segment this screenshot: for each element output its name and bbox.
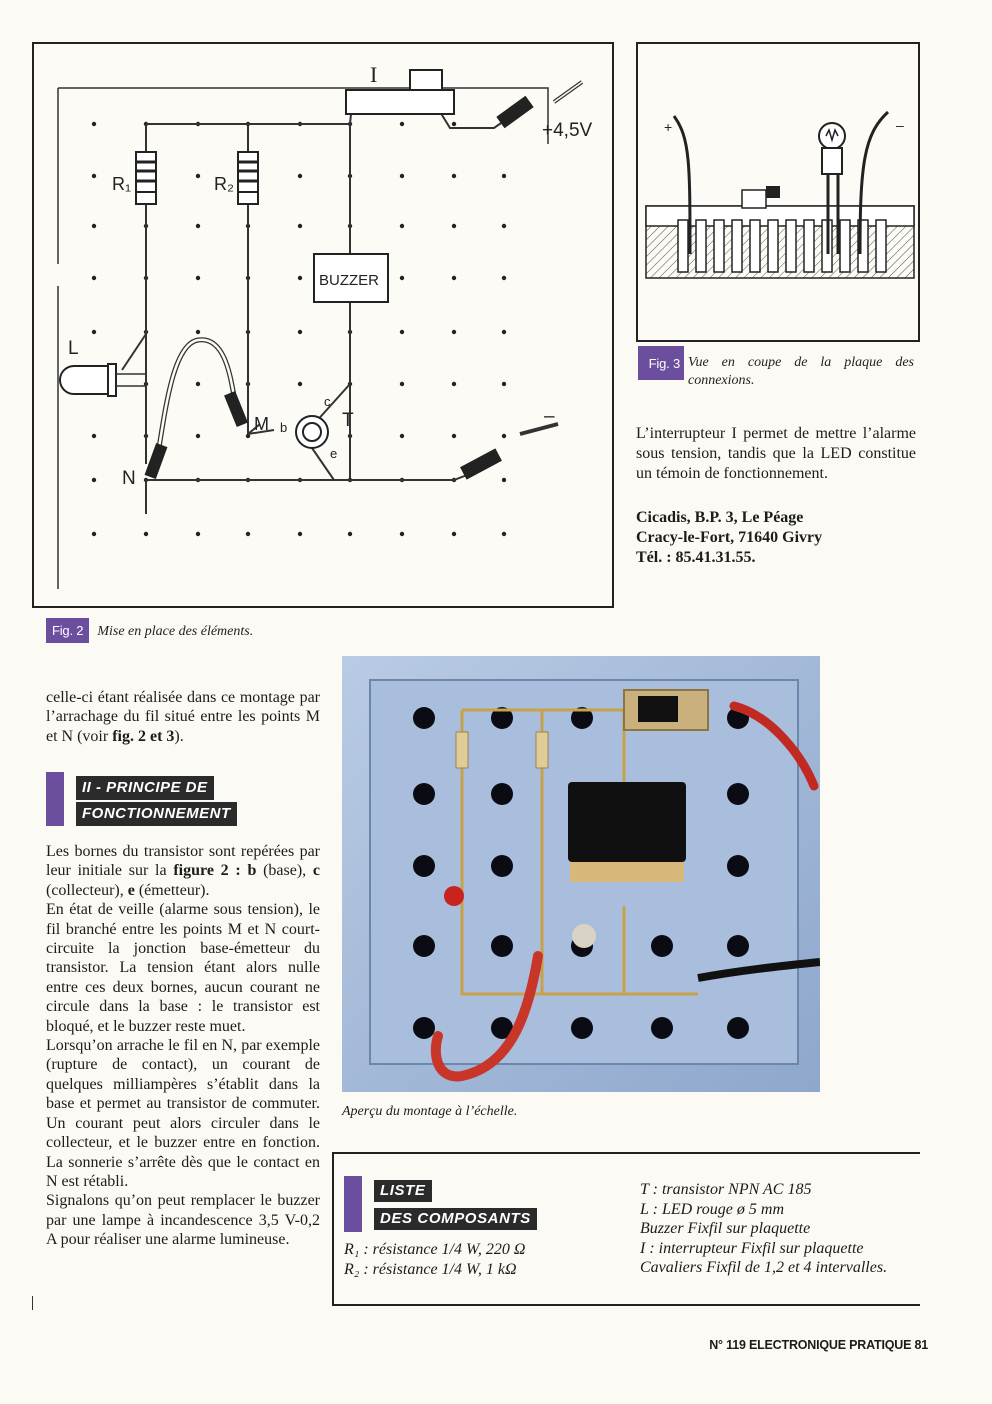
figure-2-tag: Fig. 2 <box>46 618 89 643</box>
heading-accent-bar <box>46 772 64 826</box>
label-switch: I <box>370 62 378 87</box>
body-paragraph-1: Les bornes du transistor sont repérées par leur initiale sur la figure 2 : b (base), c (collecteur), e (émetteur). <box>46 843 321 899</box>
principle-body-text <box>46 842 320 1250</box>
resistor-r2-symbol <box>238 152 258 204</box>
wires <box>122 102 514 514</box>
component-item: I : interrupteur Fixfil sur plaquette <box>640 1239 864 1257</box>
page-footer: N° 119 ELECTRONIQUE PRATIQUE 81 <box>709 1338 928 1352</box>
label-n: N <box>122 468 136 489</box>
figure-3-caption-text: Vue en coupe de la plaque des connexions. <box>688 355 914 388</box>
lamp-symbol <box>819 123 845 174</box>
intro-text-bold: fig. 2 et 3 <box>112 727 175 745</box>
label-m: M <box>254 414 269 434</box>
contact-line-3: Tél. : 85.41.31.55. <box>636 549 756 566</box>
intro-text-a: celle-ci étant réalisée dans ce montage par l’arrachage du fil situé entre les points M et N (voir <box>46 689 320 745</box>
label-r1: R₁ <box>112 174 132 194</box>
component-body <box>742 186 780 208</box>
label-base: b <box>280 420 288 435</box>
switch-description-paragraph: L’interrupteur I permet de mettre l’alarme sous tension, tandis que la LED constitue un témoin de fonctionnement. <box>636 425 916 482</box>
label-supply: +4,5V <box>542 120 593 141</box>
component-item: R₁ : résistance 1/4 W, 220 Ω <box>344 1241 526 1258</box>
component-item: T : transistor NPN AC 185 <box>640 1181 812 1198</box>
components-heading <box>344 1176 584 1232</box>
supplier-contact <box>636 508 926 568</box>
components-list-left <box>344 1240 525 1279</box>
fig3-minus-label: – <box>896 117 904 133</box>
contact-line-1: Cicadis, B.P. 3, Le Péage <box>636 509 804 526</box>
photo-caption: Aperçu du montage à l’échelle. <box>342 1104 518 1119</box>
label-r2: R₂ <box>214 174 234 194</box>
figure-2-wiring-diagram <box>32 42 614 608</box>
heading-line-1: II - PRINCIPE DE <box>76 776 214 800</box>
components-heading-line-2: DES COMPOSANTS <box>374 1208 537 1230</box>
label-emitter: e <box>330 446 338 461</box>
fig3-plus-label: + <box>664 119 673 135</box>
label-collector: c <box>324 394 331 409</box>
heading-line-2: FONCTIONNEMENT <box>76 802 237 826</box>
assembly-photo-illustration <box>342 656 820 1092</box>
intro-text-b: ). <box>174 727 184 745</box>
transistor-symbol <box>296 416 328 448</box>
component-item: R₂ : résistance 1/4 W, 1 kΩ <box>344 1260 517 1278</box>
contact-line-2: Cracy-le-Fort, 71640 Givry <box>636 529 823 546</box>
figure-2-caption-text: Mise en place des éléments. <box>97 624 254 639</box>
component-item: Buzzer Fixfil sur plaquette <box>640 1220 811 1237</box>
components-accent-bar <box>344 1176 362 1232</box>
label-buzzer: BUZZER <box>319 272 379 289</box>
plate-section <box>646 206 914 278</box>
figure-2-caption <box>46 618 446 643</box>
resistor-r1-symbol <box>136 152 156 204</box>
components-heading-line-1: LISTE <box>374 1180 432 1202</box>
body-paragraph-2: En état de veille (alarme sous tension), le fil branché entre les points M et N court-circuite la jonction base-émetteur du transistor. La tension étant alors nulle entre ces deux bornes, aucun courant ne circule dans la base : le transistor est bloqué, et le buzzer reste muet. <box>46 901 320 1035</box>
alarm-wire-m-n <box>145 340 248 479</box>
led-symbol <box>60 364 146 396</box>
component-item: L : LED rouge ø 5 mm <box>640 1200 785 1218</box>
component-item: Cavaliers Fixfil de 1,2 et 4 intervalles. <box>640 1259 888 1276</box>
board-outline <box>58 88 548 589</box>
assembly-photo <box>342 656 820 1092</box>
label-led: L <box>68 338 79 359</box>
body-paragraph-4: Signalons qu’on peut remplacer le buzzer par une lampe à incandescence 3,5 V-0,2 A pour réaliser une alarme lumineuse. <box>46 1192 320 1249</box>
label-transistor: T <box>342 410 354 431</box>
cross-section-svg <box>638 44 920 342</box>
intro-paragraph <box>46 688 320 746</box>
negative-supply-lead <box>460 424 558 480</box>
figure-3-tag: Fig. 3 <box>638 346 684 380</box>
body-paragraph-3: Lorsqu’on arrache le fil en N, par exemple (rupture de contact), un courant de quelques milliampères s’établit dans la base et permet au transistor de commuter. Un courant peut alors circuler dans le collecteur, et le buzzer entre en fonction. La sonnerie s’arrête dès que le contact en N est rétabli. <box>46 1037 320 1190</box>
figure-3-cross-section <box>636 42 920 342</box>
label-minus: – <box>544 406 555 427</box>
components-list-right <box>640 1180 887 1278</box>
wiring-diagram-svg <box>34 44 614 608</box>
switch-symbol <box>346 70 454 114</box>
section-heading-principe <box>46 772 326 826</box>
column-rule <box>32 1296 33 1310</box>
